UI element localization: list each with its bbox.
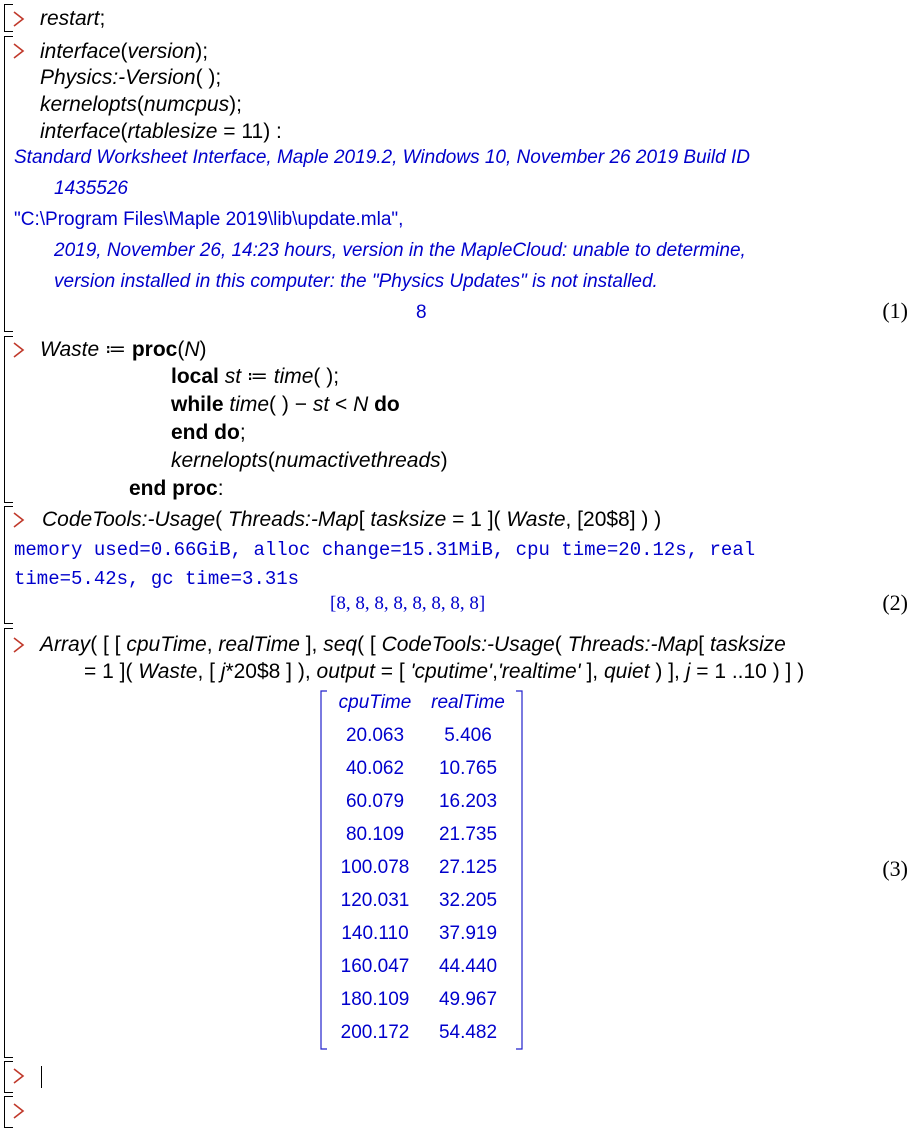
array-cell: 54.482 [438, 1022, 498, 1043]
output-version-line1: Standard Worksheet Interface, Maple 2019.2, Windows 10, November 26 2019 Build ID [14, 147, 750, 168]
execution-group-bracket[interactable] [4, 36, 13, 332]
keyword-end-do: end do [171, 421, 240, 444]
array-cell: 20.063 [345, 725, 405, 746]
local-variable: st [224, 365, 242, 388]
input-prompt-icon [12, 1068, 26, 1084]
array-cell: 44.440 [438, 956, 498, 977]
input-line-while[interactable]: while time( ) − st < N do [171, 393, 400, 416]
proc-name: Waste [40, 338, 100, 361]
keyword-do: do [374, 393, 400, 416]
proc-name: Waste [138, 660, 198, 683]
input-line-physics-version[interactable]: Physics:-Version( ); [40, 66, 222, 89]
argument: numcpus [143, 93, 230, 116]
input-prompt-icon [12, 1103, 26, 1119]
input-line-local[interactable]: local st ≔ time( ); [171, 365, 340, 388]
value: 11 [241, 120, 264, 143]
function-name: Threads:-Map [567, 633, 699, 656]
restart-command: restart [40, 7, 100, 30]
local-variable: st [312, 393, 330, 416]
input-line-usage-map[interactable]: CodeTools:-Usage( Threads:-Map[ tasksize = 1 ]( Waste, [20$8] ) ) [42, 508, 662, 531]
array-left-bracket [320, 690, 328, 1050]
function-name: time [229, 393, 270, 416]
equation-label[interactable]: (1) [882, 298, 908, 323]
array-cell: 37.919 [438, 923, 498, 944]
function-name: CodeTools:-Usage [381, 633, 555, 656]
array-cell: 27.125 [438, 857, 498, 878]
function-name: Threads:-Map [228, 508, 359, 531]
function-name: CodeTools:-Usage [42, 508, 216, 531]
equation-label[interactable]: (2) [882, 590, 908, 615]
assign-op: ≔ [104, 338, 126, 361]
option-name: quiet [603, 660, 650, 683]
array-cell: 140.110 [341, 923, 409, 944]
sequence: *20$8 [225, 660, 281, 683]
option-name: tasksize [709, 633, 786, 656]
execution-group-bracket[interactable] [4, 336, 13, 503]
array-cell: 49.967 [438, 989, 498, 1010]
parameter: N [353, 393, 369, 416]
input-prompt-icon [12, 342, 26, 358]
variable: j [220, 660, 226, 683]
parameter: N [184, 338, 200, 361]
array-cell: 60.079 [345, 791, 405, 812]
assign-op: ≔ [246, 365, 268, 388]
input-line-proc-def[interactable]: Waste ≔ proc(N) [40, 338, 207, 361]
array-cell: 10.765 [438, 758, 498, 779]
function-name: interface [40, 40, 121, 63]
output-version-line2: 1435526 [54, 178, 128, 199]
argument: version [127, 40, 196, 63]
semicolon: ; [99, 7, 106, 30]
input-line-kernelopts-threads[interactable]: kernelopts(numactivethreads) [171, 449, 448, 472]
sequence: 20$8 [583, 508, 630, 531]
function-name: Physics:-Version [40, 66, 196, 89]
input-prompt-icon [12, 11, 26, 27]
argument: rtablesize [127, 120, 218, 143]
array-cell: 160.047 [340, 956, 410, 977]
output-physics-line2: 2019, November 26, 14:23 hours, version in the MapleCloud: unable to determine, [54, 240, 746, 261]
argument: numactivethreads [274, 449, 441, 472]
input-line-array-1[interactable]: Array( [ [ cpuTime, realTime ], seq( [ CodeTools:-Usage( Threads:-Map[ tasksize [40, 633, 786, 656]
variable: j [685, 660, 691, 683]
function-name: kernelopts [40, 93, 137, 116]
array-column-header: cpuTime [338, 692, 412, 713]
array-cell: 21.735 [438, 824, 498, 845]
output-usage-line2: time=5.42s, gc time=3.31s [14, 568, 300, 590]
input-prompt-icon [12, 637, 26, 653]
option-name: tasksize [370, 508, 447, 531]
function-name: time [273, 365, 314, 388]
input-line-array-2[interactable]: = 1 ]( Waste, [ j*20$8 ] ), output = [ 'cputime','realtime' ], quiet ) ], j = 1 ..10 ) ] ) [84, 660, 805, 683]
keyword-proc: proc [131, 338, 178, 361]
execution-group-bracket[interactable] [4, 628, 13, 1058]
proc-name: Waste [506, 508, 566, 531]
function-name: seq [323, 633, 358, 656]
array-right-bracket [515, 690, 523, 1050]
output-physics-line3: version installed in this computer: the "Physics Updates" is not installed. [54, 271, 658, 292]
input-line-interface-rtablesize[interactable]: interface(rtablesize = 11) : [40, 120, 282, 143]
option-name: output [316, 660, 375, 683]
array-cell: 100.078 [340, 857, 410, 878]
keyword-while: while [171, 393, 224, 416]
array-cell: 5.406 [444, 725, 492, 746]
input-prompt-icon [12, 43, 26, 59]
array-cell: 180.109 [340, 989, 410, 1010]
function-name: kernelopts [171, 449, 268, 472]
input-line-interface-version[interactable]: interface(version); [40, 40, 209, 63]
input-line-end-proc[interactable]: end proc: [129, 477, 224, 500]
output-usage-line1: memory used=0.66GiB, alloc change=15.31MiB, cpu time=20.12s, real [14, 539, 756, 561]
function-name: Array [40, 633, 91, 656]
output-result-list: [8, 8, 8, 8, 8, 8, 8, 8] [330, 593, 486, 614]
input-line-kernelopts[interactable]: kernelopts(numcpus); [40, 93, 242, 116]
keyword-local: local [171, 365, 219, 388]
option-value: 'realtime' [497, 660, 581, 683]
array-column-header: realTime [431, 692, 505, 713]
function-name: interface [40, 120, 121, 143]
output-numcpus: 8 [416, 302, 427, 323]
variable: cpuTime [126, 633, 207, 656]
input-prompt-icon [12, 512, 26, 528]
output-physics-line1: "C:\Program Files\Maple 2019\lib\update.mla", [14, 209, 404, 230]
equation-label[interactable]: (3) [882, 856, 908, 881]
value: 1 [102, 660, 114, 683]
array-cell: 80.109 [345, 824, 405, 845]
array-cell: 40.062 [345, 758, 405, 779]
input-line-restart[interactable] [40, 7, 105, 31]
text-cursor[interactable] [41, 1066, 42, 1088]
array-cell: 120.031 [340, 890, 410, 911]
range: 1 ..10 [714, 660, 767, 683]
array-cell: 16.203 [438, 791, 498, 812]
input-line-end-do[interactable]: end do; [171, 421, 246, 444]
array-cell: 200.172 [340, 1022, 410, 1043]
keyword-end-proc: end proc [129, 477, 218, 500]
array-cell: 32.205 [438, 890, 498, 911]
variable: realTime [218, 633, 300, 656]
option-value: 'cputime' [410, 660, 493, 683]
